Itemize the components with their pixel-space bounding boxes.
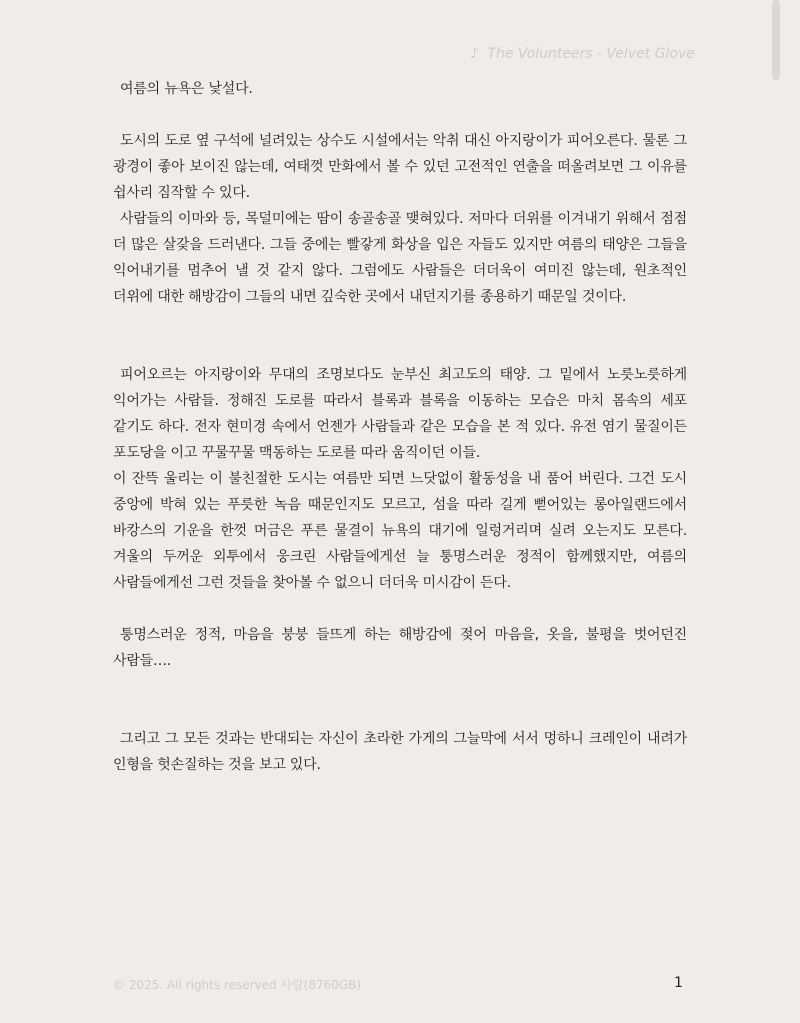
bgm-title: The Volunteers - Velvet Glove	[487, 46, 695, 62]
paragraph: 피어오르는 아지랑이와 무대의 조명보다도 눈부신 최고도의 태양. 그 밑에서 노릇노릇하게 익어가는 사람들. 정해진 도로를 따라서 블록과 블록을 이동하는 모습은 마치 몸속의 세포 같기도 하다. 전자 현미경 속에서 언젠가 사람들과 같은 모습을 본 적 있다. 유전 염기 물질이든 포도당을 이고 꾸물꾸물 맥동하는 도로를 따라 움직이던 이들.	[113, 367, 687, 461]
story-body	[113, 76, 687, 778]
copyright-notice: © 2025. All rights reserved 사람(8760GB)	[113, 978, 362, 992]
paragraph: 이 잔뜩 울리는 이 불친절한 도시는 여름만 되면 느닷없이 활동성을 내 품어 버린다. 그건 도시 중앙에 박혀 있는 푸릇한 녹음 때문인지도 모르고, 섬을 따라 길게 뻗어있는 롱아일랜드에서 바캉스의 기운을 한껏 머금은 푸른 물결이 뉴욕의 대기에 일렁거리며 실려 오는지도 모른다. 겨울의 두꺼운 외투에서 웅크린 사람들에게선 늘 퉁명스러운 정적이 함께했지만, 여름의 사람들에게선 그런 것들을 찾아볼 수 없으니 더더욱 미시감이 든다.	[113, 471, 687, 591]
paragraph: 도시의 도로 옆 구석에 널려있는 상수도 시설에서는 악취 대신 아지랑이가 피어오른다. 물론 그 광경이 좋아 보이진 않는데, 여태껏 만화에서 볼 수 있던 고전적인 연출을 떠올려보면 그 이유를 쉽사리 짐작할 수 있다.	[113, 133, 687, 201]
paragraph: 사람들의 이마와 등, 목덜미에는 땀이 송골송골 맺혀있다. 저마다 더위를 이겨내기 위해서 점점 더 많은 살갗을 드러낸다. 그들 중에는 빨갛게 화상을 입은 자들도 있지만 여름의 태양은 그들을 익어내기를 멈추어 낼 것 같지 않다. 그럼에도 사람들은 더더욱이 여미진 않는데, 원초적인 더위에 대한 해방감이 그들의 내면 깊숙한 곳에서 내던지기를 종용하기 때문일 것이다.	[113, 211, 687, 305]
bgm-label	[470, 46, 700, 62]
page-number: 1	[674, 975, 683, 991]
music-note-icon: ♪	[470, 46, 479, 62]
paragraph: 그리고 그 모든 것과는 반대되는 자신이 초라한 가게의 그늘막에 서서 멍하니 크레인이 내려가 인형을 헛손질하는 것을 보고 있다.	[113, 731, 687, 773]
scrollbar-thumb[interactable]	[772, 0, 780, 80]
paragraph: 여름의 뉴욕은 낯설다.	[120, 81, 253, 97]
paragraph: 퉁명스러운 정적, 마음을 붕붕 들뜨게 하는 해방감에 젖어 마음을, 옷을, 불평을 벗어던진 사람들….	[113, 627, 687, 669]
